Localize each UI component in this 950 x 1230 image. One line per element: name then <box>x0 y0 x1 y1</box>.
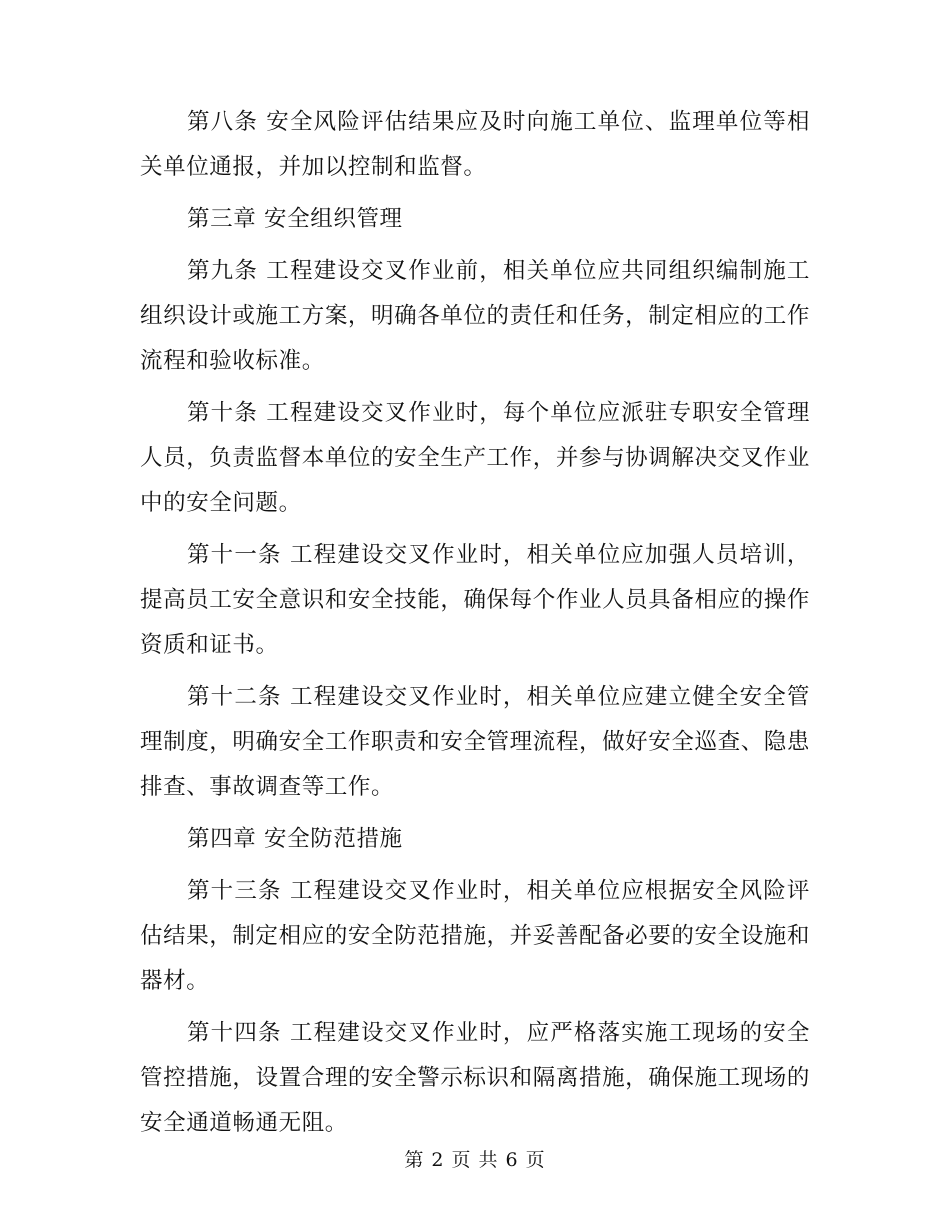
article-9-paragraph: 第九条 工程建设交叉作业前，相关单位应共同组织编制施工组织设计或施工方案，明确各单位的责任和任务，制定相应的工作流程和验收标准。 <box>140 258 810 374</box>
document-body <box>140 100 810 1153</box>
article-13-paragraph: 第十三条 工程建设交叉作业时，相关单位应根据安全风险评估结果，制定相应的安全防范措施，并妥善配备必要的安全设施和器材。 <box>140 878 810 994</box>
chapter-3-heading: 第三章 安全组织管理 <box>187 206 403 232</box>
article-10-paragraph: 第十条 工程建设交叉作业时，每个单位应派驻专职安全管理人员，负责监督本单位的安全生产工作，并参与协调解决交叉作业中的安全问题。 <box>140 400 810 516</box>
article-12-paragraph: 第十二条 工程建设交叉作业时，相关单位应建立健全安全管理制度，明确安全工作职责和安全管理流程，做好安全巡查、隐患排查、事故调查等工作。 <box>140 684 810 800</box>
article-8-paragraph: 第八条 安全风险评估结果应及时向施工单位、监理单位等相关单位通报，并加以控制和监督。 <box>140 109 810 180</box>
article-14-paragraph: 第十四条 工程建设交叉作业时，应严格落实施工现场的安全管控措施，设置合理的安全警示标识和隔离措施，确保施工现场的安全通道畅通无阻。 <box>140 1020 810 1136</box>
chapter-4-heading: 第四章 安全防范措施 <box>187 826 403 852</box>
page-number-footer: 第 2 页 共 6 页 <box>404 1149 546 1171</box>
article-11-paragraph: 第十一条 工程建设交叉作业时，相关单位应加强人员培训，提高员工安全意识和安全技能，确保每个作业人员具备相应的操作资质和证书。 <box>140 542 810 658</box>
